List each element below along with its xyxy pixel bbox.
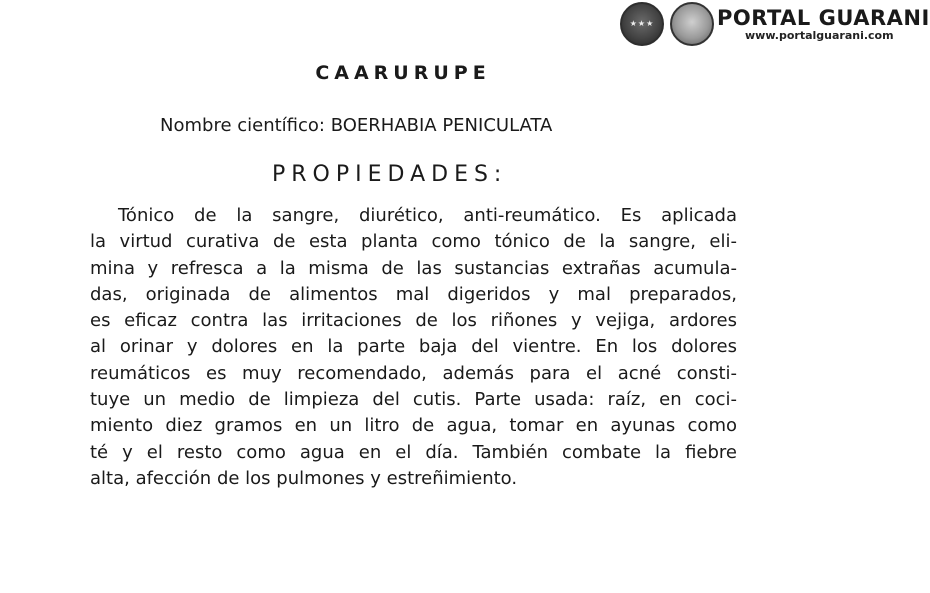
text-line: la virtud curativa de esta planta como tónico de la sangre, eli- bbox=[90, 231, 737, 253]
text-line: té y el resto como agua en el día. También combate la fiebre bbox=[90, 441, 737, 463]
text-line: es eficaz contra las irritaciones de los riñones y vejiga, ardores bbox=[90, 310, 737, 332]
page-title: CAARURUPE bbox=[315, 62, 491, 84]
text-line: alta, afección de los pulmones y estreñimiento. bbox=[90, 467, 518, 489]
brand-url: www.portalguarani.com bbox=[745, 29, 894, 42]
text-line: Tónico de la sangre, diurético, anti-reumático. Es aplicada bbox=[118, 205, 737, 226]
text-line: miento diez gramos en un litro de agua, tomar en ayunas como bbox=[90, 415, 737, 437]
section-heading: PROPIEDADES: bbox=[272, 162, 508, 187]
text-line: reumáticos es muy recomendado, además para el acné consti- bbox=[90, 362, 737, 384]
seal-stars: ★★★ bbox=[629, 19, 655, 28]
text-line: al orinar y dolores en la parte baja del vientre. En los dolores bbox=[90, 336, 737, 358]
text-line: mina y refresca a la misma de las sustancias extrañas acumula- bbox=[90, 257, 737, 279]
scientific-name: Nombre científico: BOERHABIA PENICULATA bbox=[160, 115, 553, 136]
brand-name: PORTAL GUARANI bbox=[717, 6, 930, 30]
national-seal-icon bbox=[670, 2, 714, 46]
text-line: tuye un medio de limpieza del cutis. Parte usada: raíz, en coci- bbox=[90, 389, 737, 411]
body-paragraph bbox=[90, 203, 737, 492]
emblem-seal-icon bbox=[620, 2, 664, 46]
portal-guarani-logo bbox=[470, 0, 930, 50]
text-line: das, originada de alimentos mal digeridos y mal preparados, bbox=[90, 283, 737, 305]
